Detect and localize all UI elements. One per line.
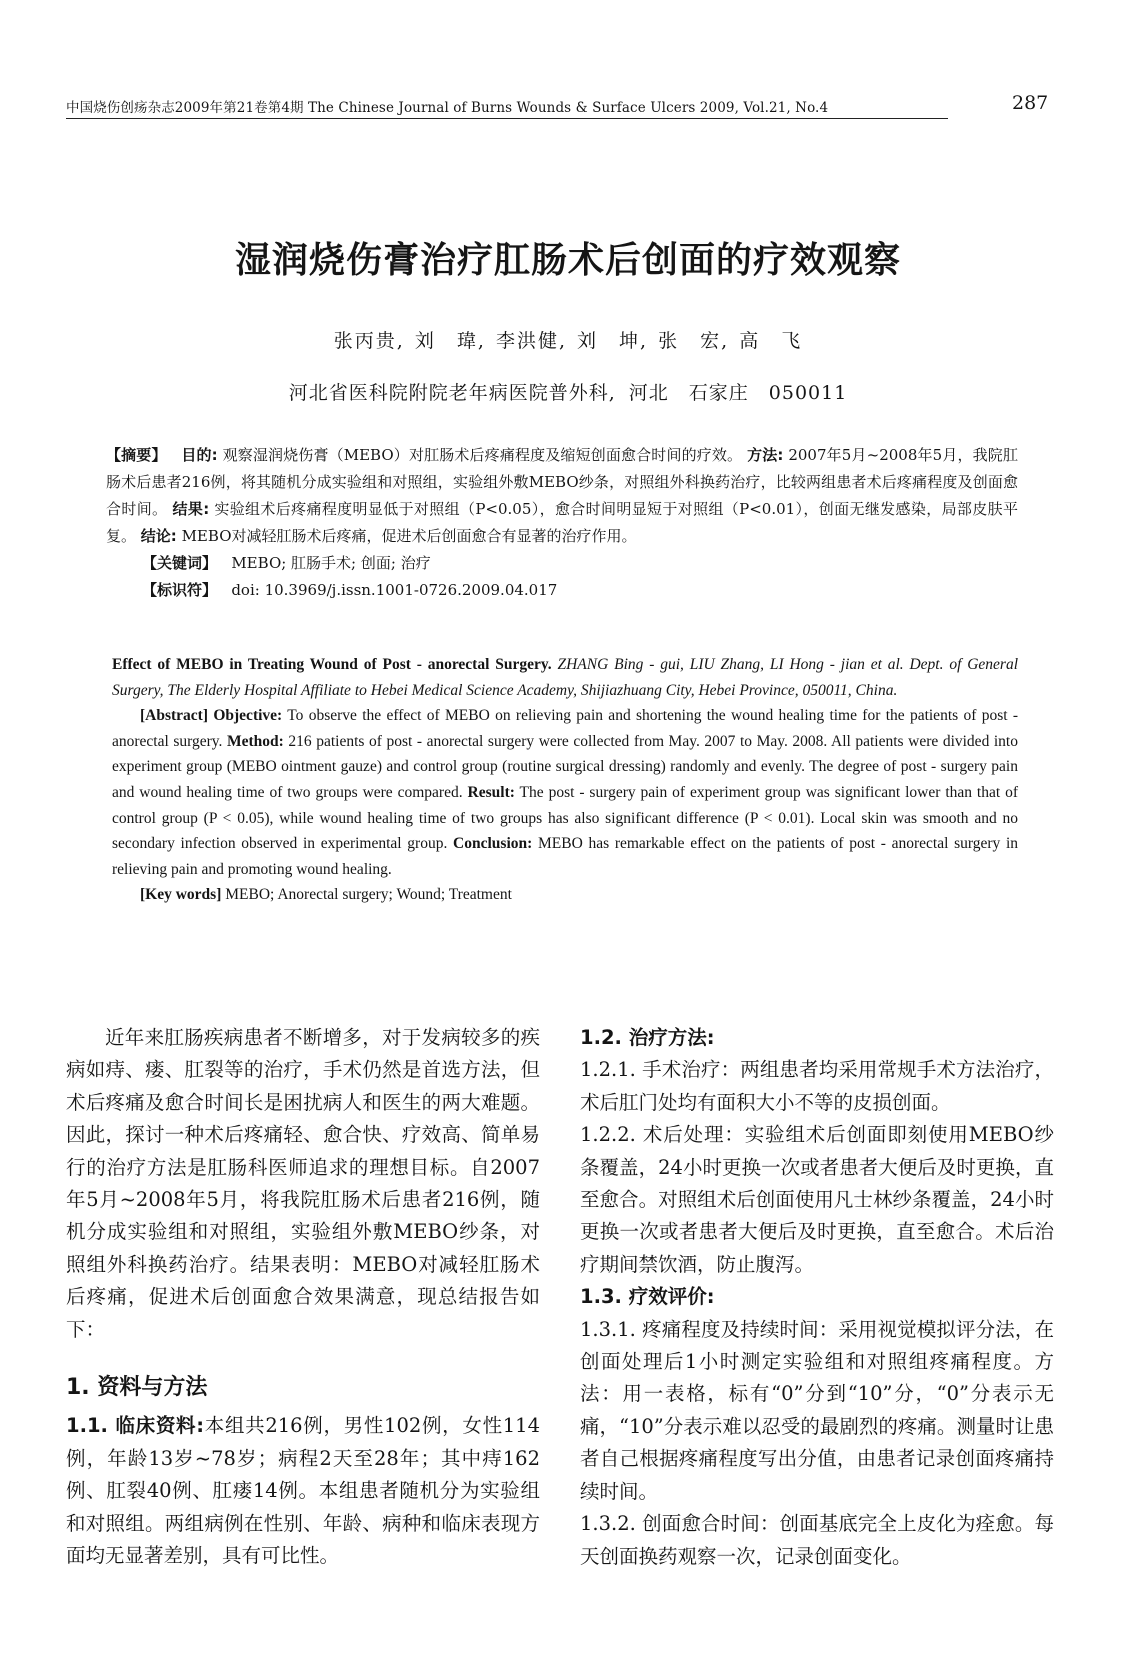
cn-result-label: 结果: <box>172 500 210 518</box>
clinical-data-label: 1.1. 临床资料: <box>66 1414 205 1438</box>
cn-identifier-row <box>142 577 1018 604</box>
en-keywords-label: [Key words] <box>140 886 222 904</box>
cn-keywords-row <box>142 550 1018 577</box>
cn-conclusion-label: 结论: <box>140 527 177 545</box>
clinical-data-text: 本组共216例，男性102例，女性114例，年龄13岁~78岁；病程2天至28年；其中痔162例、肛裂40例、肛瘘14例。本组患者随机分为实验组和对照组。两组病例在性别、年龄、病种和临床表现方面均无显著差别，具有可比性。 <box>66 1414 540 1568</box>
en-title-paragraph <box>112 652 1018 703</box>
chinese-abstract <box>106 442 1018 604</box>
cn-abstract-label: 【摘要】 <box>106 446 167 464</box>
en-result-label: Result: <box>467 783 515 801</box>
en-keywords-row <box>112 882 1018 908</box>
cn-method-label: 方法: <box>747 446 784 464</box>
body-column-left <box>66 1022 540 1573</box>
en-authors-affiliation: ZHANG Bing - gui, LIU Zhang, LI Hong - jian et al. Dept. of General Surgery, The Elderly Hospital Affiliate to Hebei Medical Science Academy, Shijiazhuang City, Hebei Province, 050011, China. <box>112 656 1019 699</box>
en-result-text: The post - surgery pain of experiment group was significant lower than that of control group (P < 0.05), while wound healing time of two groups has also significant difference (P < 0.01). Local skin was smooth and no secondary infection observed in experimental group. <box>112 783 1019 853</box>
body-column-right <box>580 1022 1054 1573</box>
cn-objective-text: 观察湿润烧伤膏（MEBO）对肛肠术后疼痛程度及缩短创面愈合时间的疗效。 <box>222 446 743 464</box>
affiliation: 河北省医科院附院老年病医院普外科, 河北 石家庄 050011 <box>288 382 848 404</box>
cn-abstract-paragraph <box>106 442 1018 550</box>
en-objective-label: Objective: <box>213 707 283 725</box>
postop-care-paragraph: 1.2.2. 术后处理：实验组术后创面即刻使用MEBO纱条覆盖，24小时更换一次或者患者大便后及时更换，直至愈合。对照组术后创面使用凡士林纱条覆盖，24小时更换一次或者患者大便后及时更换，直至愈合。术后治疗期间禁饮酒，防止腹泻。 <box>580 1123 1054 1276</box>
en-objective-text: To observe the effect of MEBO on relieving pain and shortening the wound healing time for the patients of post - anorectal surgery. <box>112 707 1019 750</box>
en-method-text: 216 patients of post - anorectal surgery were collected from May. 2007 to May. 2008. All patients were divided into experiment group (MEBO ointment gauze) and control group (routine surgical dressing) randomly and evenly. The degree of post - surgery pain and wound healing time of two groups were compared. <box>112 732 1018 801</box>
english-abstract <box>112 652 1018 908</box>
en-title: Effect of MEBO in Treating Wound of Post - anorectal Surgery. <box>112 656 552 673</box>
healing-time-paragraph: 1.3.2. 创面愈合时间：创面基底完全上皮化为痊愈。每天创面换药观察一次，记录创面变化。 <box>580 1512 1054 1568</box>
subheading-efficacy-evaluation: 1.3. 疗效评价: <box>580 1285 715 1309</box>
pain-assessment-paragraph: 1.3.1. 疼痛程度及持续时间：采用视觉模拟评分法，在创面处理后1小时测定实验组和对照组疼痛程度。方法：用一表格，标有“0”分到“10”分，“0”分表示无痛，“10”分表示难以忍受的最剧烈的疼痛。测量时让患者自己根据疼痛程度写出分值，由患者记录创面疼痛持续时间。 <box>580 1317 1054 1503</box>
intro-paragraph: 近年来肛肠疾病患者不断增多，对于发病较多的疾病如痔、瘘、肛裂等的治疗，手术仍然是首选方法，但术后疼痛及愈合时间长是困扰病人和医生的两大难题。因此，探讨一种术后疼痛轻、愈合快、疗效高、简单易行的治疗方法是肛肠科医师追求的理想目标。自2007年5月~2008年5月，将我院肛肠术后患者216例，随机分成实验组和对照组，实验组外敷MEBO纱条，对照组外科换药治疗。结果表明：MEBO对减轻肛肠术后疼痛，促进术后创面愈合效果满意，现总结报告如下： <box>66 1026 540 1341</box>
surgical-treatment-paragraph: 1.2.1. 手术治疗：两组患者均采用常规手术方法治疗，术后肛门处均有面积大小不等的皮损创面。 <box>580 1058 1054 1114</box>
section-heading-1: 1. 资料与方法 <box>66 1375 208 1401</box>
en-abstract-label: [Abstract] <box>140 707 209 725</box>
cn-result-text: 实验组术后疼痛程度明显低于对照组（P<0.05），愈合时间明显短于对照组（P<0.01），创面无继发感染，局部皮肤平复。 <box>106 500 1018 545</box>
en-abstract-paragraph <box>112 703 1018 882</box>
running-head: 中国烧伤创疡杂志2009年第21卷第4期 The Chinese Journal of Burns Wounds & Surface Ulcers 2009, Vol.21, No.4 <box>66 100 829 116</box>
cn-identifier-text: doi: 10.3969/j.issn.1001-0726.2009.04.017 <box>231 581 558 599</box>
authors: 张丙贵, 刘 瑋, 李洪健, 刘 坤, 张 宏, 高 飞 <box>333 330 803 352</box>
en-method-label: Method: <box>227 732 284 750</box>
article-title: 湿润烧伤膏治疗肛肠术后创面的疗效观察 <box>234 240 901 281</box>
cn-conclusion-text: MEBO对减轻肛肠术后疼痛，促进术后创面愈合有显著的治疗作用。 <box>181 527 637 545</box>
subheading-treatment-methods: 1.2. 治疗方法: <box>580 1026 715 1049</box>
cn-keywords-label: 【关键词】 <box>142 554 218 572</box>
en-conclusion-label: Conclusion: <box>453 835 533 853</box>
cn-method-text: 2007年5月~2008年5月，我院肛肠术后患者216例，将其随机分成实验组和对照组，实验组外敷MEBO纱条，对照组外科换药治疗，比较两组患者术后疼痛程度及创面愈合时间。 <box>106 446 1018 518</box>
cn-identifier-label: 【标识符】 <box>142 581 218 599</box>
cn-keywords-text: MEBO; 肛肠手术; 创面; 治疗 <box>231 554 431 572</box>
page-number: 287 <box>1012 92 1049 114</box>
header-rule <box>66 118 948 119</box>
en-conclusion-text: MEBO has remarkable effect on the patients of post - anorectal surgery in relieving pain and promoting wound healing. <box>112 835 1019 878</box>
en-keywords-text: MEBO; Anorectal surgery; Wound; Treatment <box>225 886 512 904</box>
cn-objective-label: 目的: <box>181 446 218 464</box>
clinical-data-paragraph <box>66 1410 540 1572</box>
